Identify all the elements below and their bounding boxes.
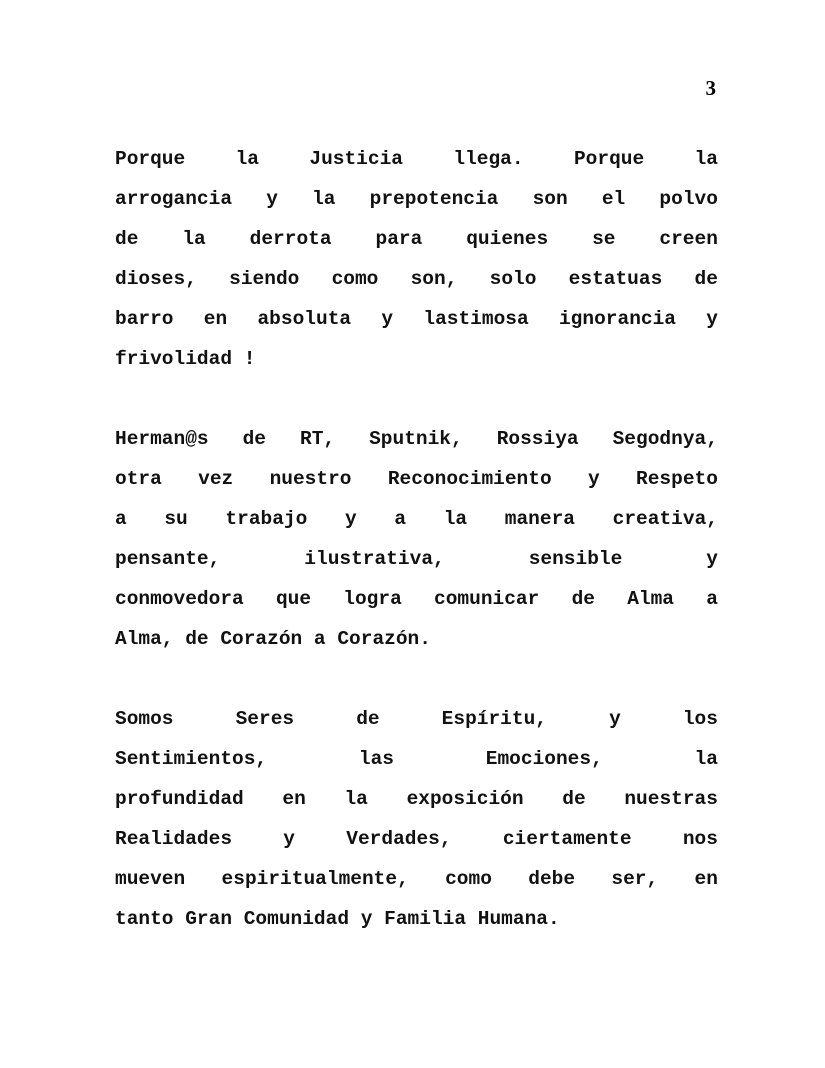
text-line: dioses, siendo como son, solo estatuas de <box>115 268 718 290</box>
text-line: Sentimientos, las Emociones, la <box>115 748 718 770</box>
text-line: Realidades y Verdades, ciertamente nos <box>115 828 718 850</box>
text-line: arrogancia y la prepotencia son el polvo <box>115 188 718 210</box>
paragraph-1 <box>115 139 718 379</box>
text-line: de la derrota para quienes se creen <box>115 228 718 250</box>
paragraph-2 <box>115 419 718 659</box>
text-line: otra vez nuestro Reconocimiento y Respeto <box>115 468 718 490</box>
text-line: conmovedora que logra comunicar de Alma a <box>115 588 718 610</box>
text-line: a su trabajo y a la manera creativa, <box>115 508 718 530</box>
text-line: Porque la Justicia llega. Porque la <box>115 148 718 170</box>
text-line: Somos Seres de Espíritu, y los <box>115 708 718 730</box>
text-line: pensante, ilustrativa, sensible y <box>115 548 718 570</box>
text-line: barro en absoluta y lastimosa ignorancia y <box>115 308 718 330</box>
text-line: frivolidad ! <box>115 348 256 370</box>
body-text <box>115 139 718 979</box>
page-number: 3 <box>705 76 716 100</box>
text-line: Alma, de Corazón a Corazón. <box>115 628 431 650</box>
text-line: profundidad en la exposición de nuestras <box>115 788 718 810</box>
text-line: tanto Gran Comunidad y Familia Humana. <box>115 908 560 930</box>
text-line: mueven espiritualmente, como debe ser, en <box>115 868 718 890</box>
text-line: Herman@s de RT, Sputnik, Rossiya Segodnya, <box>115 428 718 450</box>
paragraph-3 <box>115 699 718 939</box>
